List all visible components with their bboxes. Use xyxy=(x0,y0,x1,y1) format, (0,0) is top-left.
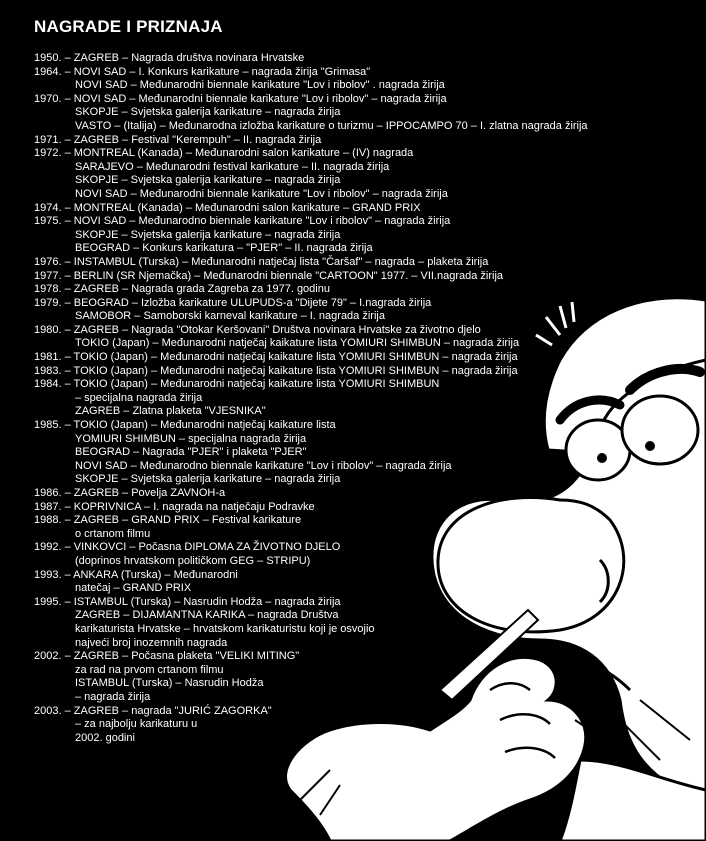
award-line: 1995. – ISTAMBUL (Turska) – Nasrudin Hodža – nagrada žirija xyxy=(34,595,341,608)
award-line: 1979. – BEOGRAD – Izložba karikature ULUPUDS-a "Dijete 79" – I.nagrada žirija xyxy=(34,296,432,309)
award-line: (doprinos hrvatskom političkom GEG – STRIPU) xyxy=(75,554,311,567)
award-line: 2002. godini xyxy=(75,731,135,744)
award-line: 1971. – ZAGREB – Festival "Kerempuh" – II. nagrada žirija xyxy=(34,133,322,146)
award-line: 1972. – MONTREAL (Kanada) – Međunarodni salon karikature – (IV) nagrada xyxy=(34,147,414,160)
award-line: karikaturista Hrvatske – hrvatskom karikaturistu koji je osvojio xyxy=(75,622,375,635)
award-line: VASTO – (Italija) – Međunarodna izložba karikature o turizmu – IPPOCAMPO 70 – I. zlatna nagrada žirija xyxy=(75,119,588,132)
award-line: SAMOBOR – Samoborski karneval karikature – I. nagrada žirija xyxy=(75,310,385,323)
award-line: 1974. – MONTREAL (Kanada) – Međunarodni salon karikature – GRAND PRIX xyxy=(34,201,421,214)
award-line: 1980. – ZAGREB – Nagrada "Otokar Keršovani" Društva novinara Hrvatske za životno djelo xyxy=(34,323,481,336)
award-line: NOVI SAD – Međunarodni biennale karikature "Lov i ribolov" – nagrada žirija xyxy=(75,187,448,200)
award-line: o crtanom filmu xyxy=(75,527,151,540)
award-line: 1975. – NOVI SAD – Međunarodno biennale karikature "Lov i ribolov" – nagrada žirija xyxy=(34,215,451,228)
award-line: – specijalna nagrada žirija xyxy=(75,391,203,404)
award-line: 1950. – ZAGREB – Nagrada društva novinara Hrvatske xyxy=(34,52,305,64)
award-line: BEOGRAD – Nagrada "PJER" i plaketa "PJER" xyxy=(75,446,307,459)
award-line: – nagrada žirija xyxy=(75,690,151,703)
award-line: 2003. – ZAGREB – nagrada "JURIĆ ZAGORKA" xyxy=(34,704,272,717)
award-line: NOVI SAD – Međunarodni biennale karikature "Lov i ribolov" . nagrada žirija xyxy=(75,79,445,92)
award-line: natečaj – GRAND PRIX xyxy=(75,582,192,595)
award-line: 2002. – ZAGREB – Počasna plaketa "VELIKI MITING" xyxy=(34,650,300,663)
award-line: SARAJEVO – Međunarodni festival karikature – II. nagrada žirija xyxy=(75,160,390,173)
award-line: 1987. – KOPRIVNICA – I. nagrada na natječaju Podravke xyxy=(34,500,315,513)
right-pupil xyxy=(645,441,655,451)
award-line: SKOPJE – Svjetska galerija karikature – nagrada žirija xyxy=(75,174,341,187)
award-line: ZAGREB – Zlatna plaketa "VJESNIKA" xyxy=(75,405,266,418)
award-line: YOMIURI SHIMBUN – specijalna nagrada žirija xyxy=(75,432,307,445)
award-line: 1976. – INSTAMBUL (Turska) – Međunarodni natječaj lista "Čaršaf" – nagrada – plaketa žirija xyxy=(34,255,489,268)
award-line: 1992. – VINKOVCI – Počasna DIPLOMA ZA ŽIVOTNO DJELO xyxy=(34,541,341,554)
award-line: – za najbolju karikaturu u xyxy=(75,718,198,731)
right-eye xyxy=(622,396,698,464)
award-line: SKOPJE – Svjetska galerija karikature – nagrada žirija xyxy=(75,473,341,486)
award-line: za rad na prvom crtanom filmu xyxy=(75,663,224,676)
award-line: SKOPJE – Svjetska galerija karikature – nagrada žirija xyxy=(75,228,341,241)
award-line: 1993. – ANKARA (Turska) – Međunarodni xyxy=(34,568,238,581)
award-line: 1988. – ZAGREB – GRAND PRIX – Festival karikature xyxy=(34,514,302,527)
award-line: ISTAMBUL (Turska) – Nasrudin Hodža xyxy=(75,677,264,690)
award-line: SKOPJE – Svjetska galerija karikature – nagrada žirija xyxy=(75,106,341,119)
award-line: TOKIO (Japan) – Međunarodni natječaj kaikature lista YOMIURI SHIMBUN – nagrada žirija xyxy=(75,337,520,350)
award-line: 1986. – ZAGREB – Povelja ZAVNOH-a xyxy=(34,487,226,499)
award-line: BEOGRAD – Konkurs karikatura – "PJER" – II. nagrada žirija xyxy=(75,242,373,255)
page-title: NAGRADE I PRIZNAJA xyxy=(34,17,223,36)
award-line: 1978. – ZAGREB – Nagrada grada Zagreba za 1977. godinu xyxy=(34,283,330,296)
award-line: 1981. – TOKIO (Japan) – Međunarodni natječaj kaikature lista YOMIURI SHIMBUN – nagrada žirija xyxy=(34,351,518,364)
award-line: ZAGREB – DIJAMANTNA KARIKA – nagrada Društva xyxy=(75,609,339,622)
awards-list xyxy=(34,52,588,745)
award-line: NOVI SAD – Međunarodno biennale karikature "Lov i ribolov" – nagrada žirija xyxy=(75,459,452,472)
award-line: 1964. – NOVI SAD – I. Konkurs karikature – nagrada žirija "Grimasa" xyxy=(34,65,371,78)
award-line: 1985. – TOKIO (Japan) – Međunarodni natječaj kaikature lista xyxy=(34,419,336,432)
award-line: 1977. – BERLIN (SR Njemačka) – Međunarodni biennale "CARTOON" 1977. – VII.nagrada žirija xyxy=(34,269,504,282)
award-line: najveći broj inozemnih nagrada xyxy=(75,636,228,649)
award-line: 1983. – TOKIO (Japan) – Međunarodni natječaj kaikature lista YOMIURI SHIMBUN – nagrada žirija xyxy=(34,364,518,377)
left-pupil xyxy=(597,453,607,463)
award-line: 1984. – TOKIO (Japan) – Međunarodni natječaj kaikature lista YOMIURI SHIMBUN xyxy=(34,378,440,391)
award-line: 1970. – NOVI SAD – Međunarodni biennale karikature "Lov i ribolov" – nagrada žirija xyxy=(34,92,447,105)
